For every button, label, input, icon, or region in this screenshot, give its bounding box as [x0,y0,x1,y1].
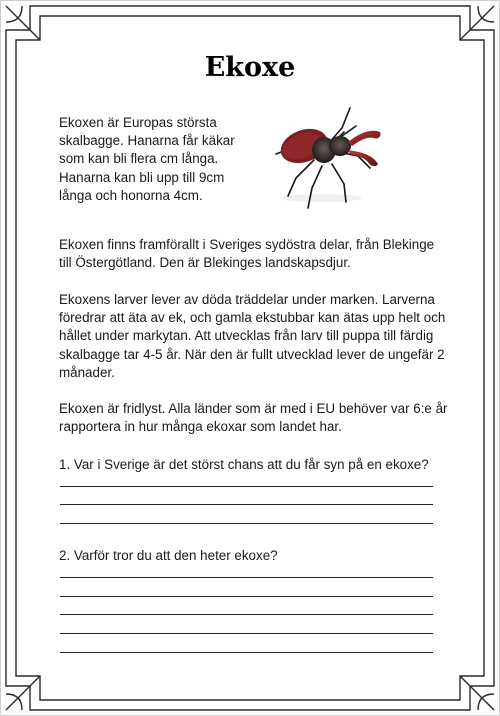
answer-line [60,504,433,505]
answer-line [60,633,433,634]
intro-paragraph: Ekoxen är Europas största skalbagge. Hanarna får käkar som kan bli flera cm långa. Hanarna kan bli upp till 9cm långa och honorna 4cm. [59,115,235,203]
page-title: Ekoxe [204,52,296,83]
answer-line [60,596,433,597]
protection-paragraph: Ekoxen är fridlyst. Alla länder som är med i EU behöver var 6:e år rapportera in hur många ekoxar som landet har. [59,401,448,435]
answer-line [60,486,433,487]
answer-line [60,577,433,578]
question-2: 2. Varför tror du att den heter ekoxe? [59,548,278,563]
answer-line [60,614,433,615]
answer-line [60,523,433,524]
question-1: 1. Var i Sverige är det störst chans att du får syn på en ekoxe? [59,457,429,472]
answer-line [60,652,433,653]
habitat-paragraph: Ekoxen finns framförallt i Sveriges sydöstra delar, från Blekinge till Östergötland. Den är Blekinges landskapsdjur. [59,237,435,271]
larvae-paragraph: Ekoxens larver lever av döda träddelar under marken. Larverna föredrar att äta av ek, och gamla ekstubbar kan ätas upp helt och hållet under markytan. Att utvecklas från larv till puppa till färdig skalbagge tar 4-5 år. När den är fullt utvecklad lever de ungefär 2 månader. [59,292,446,380]
stag-beetle-image [262,98,392,210]
